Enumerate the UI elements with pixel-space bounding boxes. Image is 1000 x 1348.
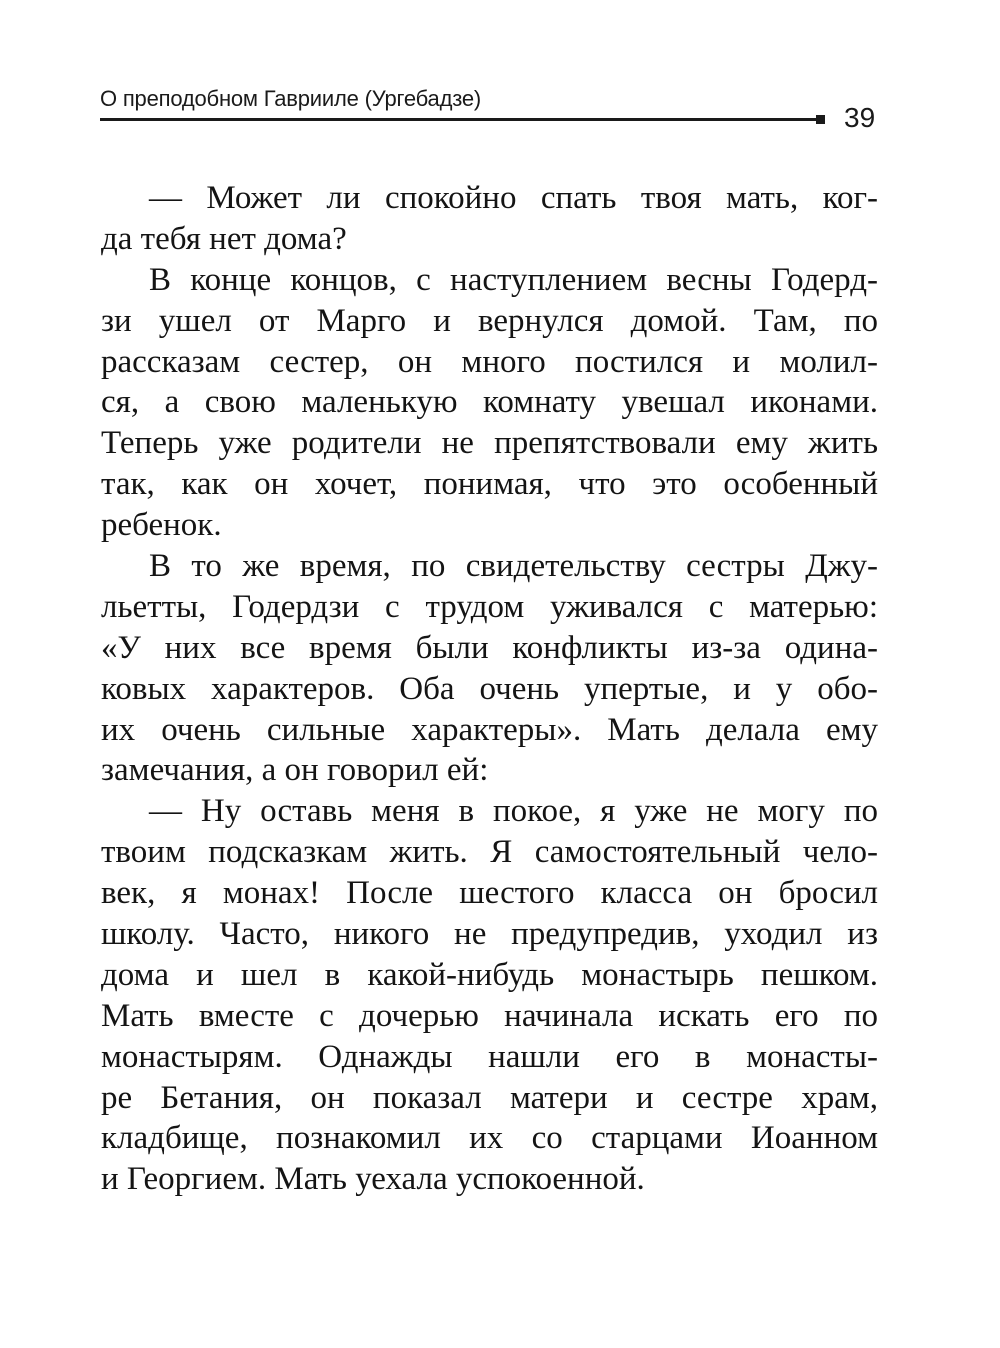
text-line: зи ушел от Марго и вернулся домой. Там, по [101,302,878,339]
text-line: ребенок. [101,507,222,544]
text-line: ся, а свою маленькую комнату увешал иконами. [101,384,878,421]
text-line: — Ну оставь меня в покое, я уже не могу по [149,793,878,830]
text-line: Теперь уже родители не препятствовали ему жить [101,425,878,462]
text-line: да тебя нет дома? [101,220,347,257]
text-line: монастырям. Однажды нашли его в монасты- [101,1038,878,1075]
text-line: В то же время, по свидетельству сестры Джу- [149,548,878,585]
text-line: В конце концов, с наступлением весны Годерд- [149,261,878,298]
text-line: кладбище, познакомил их со старцами Иоанном [101,1120,878,1157]
text-line: дома и шел в какой-нибудь монастырь пешком. [101,956,878,993]
text-line: Мать вместе с дочерью начинала искать его по [101,997,878,1034]
text-line: век, я монах! После шестого класса он бросил [101,875,878,912]
text-line: ковых характеров. Оба очень упертые, и у обо- [101,670,878,707]
body-text [101,178,878,1200]
text-line: «У них все время были конфликты из-за одина- [101,629,878,666]
text-line: и Георгием. Мать уехала успокоенной. [101,1161,645,1198]
text-line: так, как он хочет, понимая, что это особенный [101,466,878,503]
text-line: ре Бетания, он показал матери и сестре храм, [101,1079,878,1116]
text-line: замечания, а он говорил ей: [101,752,489,789]
page-number: 39 [844,102,876,133]
text-line: — Может ли спокойно спать твоя мать, ког- [149,180,878,216]
text-line: твоим подсказкам жить. Я самостоятельный чело- [101,834,878,871]
text-line: льетты, Годердзи с трудом уживался с матерью: [101,588,878,625]
text-line: школу. Часто, никого не предупредив, уходил из [101,916,878,953]
header-rule-end-square [816,115,825,124]
running-title: О преподобном Гаврииле (Ургебадзе) [100,86,482,111]
header-rule [100,118,822,121]
text-line: рассказам сестер, он много постился и молил- [101,343,878,380]
page-header [100,80,890,140]
text-line: их очень сильные характеры». Мать делала ему [101,711,878,748]
